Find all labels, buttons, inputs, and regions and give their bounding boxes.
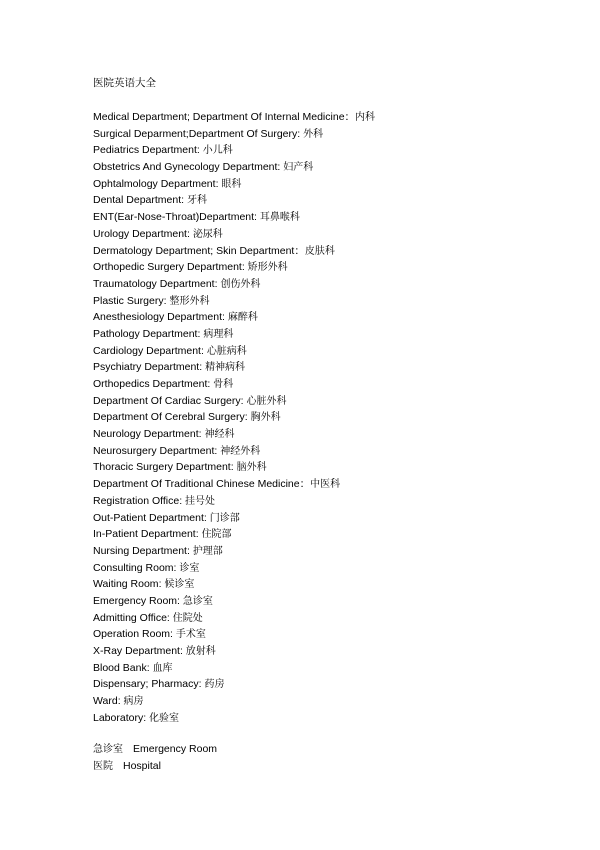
entry-chinese: 皮肤科: [304, 245, 335, 257]
department-entry: [93, 309, 375, 326]
entry-english: Department Of Cerebral Surgery: [93, 411, 245, 424]
entry-english: Emergency Room: [93, 594, 178, 607]
entry-separator: :: [199, 361, 206, 374]
entry-english: Thoracic Surgery Department: [93, 461, 231, 474]
entry-separator: :: [179, 645, 186, 657]
entry-separator: :: [198, 678, 205, 691]
department-list: [93, 109, 375, 726]
department-entry: [93, 243, 375, 260]
entry-english: Ward: [93, 695, 118, 708]
entry-chinese: 泌尿科: [192, 228, 223, 240]
entry-chinese: 创伤外科: [220, 278, 261, 290]
entry-chinese: 药房: [204, 679, 225, 691]
entry-english: Out-Patient Department: [93, 511, 204, 524]
department-entry: [93, 293, 375, 310]
department-entry: [93, 660, 375, 677]
department-entry: [93, 459, 375, 476]
entry-chinese: 骨科: [213, 379, 234, 390]
department-entry: [93, 610, 375, 627]
entry-english: Medical Department; Department Of Internal Medicine: [93, 111, 345, 123]
entry-separator: ：: [294, 244, 305, 257]
entry-english: Plastic Surgery: [93, 294, 164, 307]
department-entry: [93, 326, 375, 343]
entry-separator: :: [214, 277, 221, 290]
entry-separator: :: [297, 127, 304, 140]
entry-chinese: 牙科: [186, 195, 207, 207]
department-entry: [93, 393, 375, 410]
department-entry: [93, 443, 375, 460]
entry-english: Admitting Office: [93, 611, 167, 624]
entry-separator: :: [254, 211, 260, 224]
entry-english: Operation Room: [93, 628, 171, 641]
department-entry: [93, 176, 375, 193]
glossary-list: [93, 741, 217, 775]
entry-english: Orthopedic Surgery Department: [93, 261, 242, 274]
entry-english: Cardiology Department: [93, 344, 201, 357]
glossary-chinese: 急诊室: [93, 744, 123, 755]
entry-english: Registration Office: [93, 494, 180, 507]
entry-separator: :: [186, 544, 193, 557]
entry-separator: :: [195, 528, 202, 541]
entry-english: Consulting Room: [93, 561, 174, 574]
department-entry: [93, 593, 375, 610]
department-entry: [93, 693, 375, 710]
department-entry: [93, 493, 375, 510]
entry-chinese: 病房: [123, 696, 144, 708]
entry-chinese: 心脏病科: [206, 345, 247, 357]
entry-chinese: 化验室: [149, 712, 180, 724]
entry-separator: :: [241, 261, 248, 274]
glossary-entry: [93, 758, 217, 775]
entry-english: In-Patient Department: [93, 528, 196, 541]
entry-english: Traumatology Department: [93, 277, 215, 290]
department-entry: [93, 126, 375, 143]
department-entry: [93, 226, 375, 243]
glossary-entry: [93, 741, 217, 758]
entry-separator: :: [207, 378, 214, 390]
department-entry: [93, 576, 375, 593]
entry-separator: :: [203, 511, 210, 524]
entry-chinese: 小儿科: [202, 145, 233, 157]
entry-chinese: 挂号处: [185, 495, 216, 507]
department-entry: [93, 276, 375, 293]
entry-chinese: 放射科: [185, 646, 216, 657]
entry-separator: :: [277, 161, 284, 174]
entry-separator: :: [240, 394, 247, 407]
department-entry: [93, 526, 375, 543]
entry-chinese: 诊室: [179, 562, 200, 574]
entry-english: Department Of Cardiac Surgery: [93, 394, 241, 407]
entry-english: Anesthesiology Department: [93, 311, 222, 324]
document-title: 医院英语大全: [93, 77, 156, 89]
department-entry: [93, 359, 375, 376]
department-entry: [93, 626, 375, 643]
entry-english: Orthopedics Department: [93, 378, 208, 390]
entry-separator: :: [186, 227, 193, 240]
entry-separator: :: [179, 494, 186, 507]
entry-chinese: 精神病科: [205, 362, 246, 374]
department-entry: [93, 109, 375, 126]
entry-chinese: 病理科: [203, 328, 234, 340]
entry-chinese: 耳鼻喉科: [259, 212, 300, 224]
entry-english: Neurosurgery Department: [93, 444, 215, 457]
glossary-english: Emergency Room: [133, 743, 218, 755]
entry-separator: :: [146, 661, 153, 674]
department-entry: [93, 259, 375, 276]
entry-english: Department Of Traditional Chinese Medicine: [93, 478, 300, 491]
entry-chinese: 外科: [303, 128, 324, 140]
entry-separator: :: [215, 177, 222, 190]
entry-english: X-Ray Department: [93, 645, 180, 657]
entry-chinese: 血库: [152, 662, 173, 674]
department-entry: [93, 560, 375, 577]
entry-chinese: 妇产科: [283, 162, 314, 174]
entry-english: Dispensary; Pharmacy: [93, 678, 199, 691]
entry-chinese: 候诊室: [164, 579, 195, 591]
entry-separator: :: [214, 444, 221, 457]
department-entry: [93, 543, 375, 560]
entry-english: Pathology Department: [93, 327, 198, 340]
entry-chinese: 护理部: [192, 545, 223, 557]
entry-separator: :: [196, 144, 203, 157]
department-entry: [93, 142, 375, 159]
entry-chinese: 手术室: [175, 629, 206, 641]
entry-chinese: 中医科: [310, 479, 341, 491]
entry-chinese: 矫形外科: [247, 262, 288, 274]
department-entry: [93, 710, 375, 727]
department-entry: [93, 409, 375, 426]
entry-separator: :: [163, 294, 170, 307]
entry-chinese: 门诊部: [209, 512, 240, 524]
department-entry: [93, 159, 375, 176]
entry-separator: :: [166, 611, 173, 624]
entry-english: Obstetrics And Gynecology Department: [93, 161, 278, 174]
entry-separator: :: [200, 344, 207, 357]
entry-chinese: 住院处: [172, 612, 203, 624]
department-entry: [93, 676, 375, 693]
entry-english: Ophtalmology Department: [93, 177, 216, 190]
entry-english: Nursing Department: [93, 544, 187, 557]
entry-chinese: 神经科: [204, 429, 235, 441]
entry-english: Waiting Room: [93, 578, 159, 591]
entry-chinese: 内科: [355, 112, 376, 123]
department-entry: [93, 192, 375, 209]
entry-chinese: 脑外科: [236, 462, 267, 474]
entry-separator: ：: [299, 478, 311, 491]
entry-chinese: 神经外科: [220, 445, 261, 457]
entry-english: Neurology Department: [93, 428, 199, 441]
entry-english: Laboratory: [93, 711, 144, 724]
entry-separator: :: [198, 428, 205, 441]
glossary-english: Hospital: [123, 760, 161, 772]
entry-english: Psychiatry Department: [93, 361, 200, 374]
entry-chinese: 麻醉科: [227, 312, 258, 324]
department-entry: [93, 643, 375, 660]
entry-separator: :: [181, 194, 187, 207]
glossary-chinese: 医院: [93, 761, 113, 772]
entry-chinese: 胸外科: [250, 412, 281, 424]
entry-english: ENT(Ear-Nose-Throat)Department: [93, 211, 255, 224]
entry-english: Dermatology Department; Skin Department: [93, 244, 295, 257]
department-entry: [93, 426, 375, 443]
entry-separator: :: [117, 695, 124, 708]
entry-english: Urology Department: [93, 227, 187, 240]
entry-english: Surgical Deparment;Department Of Surgery: [93, 127, 298, 140]
entry-chinese: 住院部: [201, 529, 232, 541]
entry-separator: :: [158, 578, 165, 591]
department-entry: [93, 476, 375, 493]
entry-english: Blood Bank: [93, 661, 147, 674]
entry-english: Dental Department: [93, 194, 182, 207]
entry-chinese: 整形外科: [169, 295, 210, 307]
entry-chinese: 急诊室: [182, 595, 213, 607]
entry-chinese: 心脏外科: [246, 395, 287, 407]
department-entry: [93, 343, 375, 360]
entry-separator: :: [222, 311, 228, 324]
entry-separator: :: [143, 711, 150, 724]
entry-separator: :: [170, 628, 176, 641]
entry-separator: :: [244, 411, 251, 424]
entry-separator: :: [230, 461, 237, 474]
entry-english: Pediatrics Department: [93, 144, 197, 157]
department-entry: [93, 209, 375, 226]
department-entry: [93, 510, 375, 527]
entry-separator: :: [197, 327, 204, 340]
entry-separator: :: [177, 594, 183, 607]
entry-chinese: 眼科: [221, 178, 242, 190]
entry-separator: :: [173, 561, 180, 574]
department-entry: [93, 376, 375, 393]
entry-separator: ：: [344, 111, 356, 123]
